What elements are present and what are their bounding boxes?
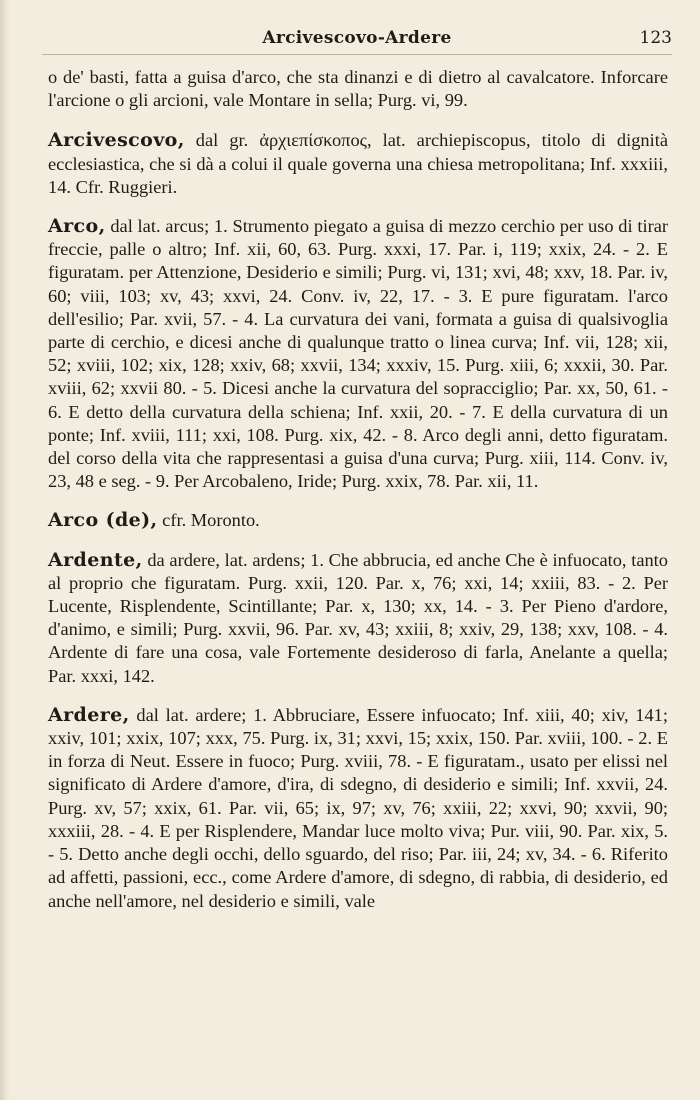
entry-continuation (48, 66, 668, 112)
headword: Arco (de), (48, 509, 158, 532)
entry-arco (48, 215, 668, 493)
headword: Ardente, (48, 548, 143, 571)
dictionary-column (48, 66, 668, 929)
headword: Arcivescovo, (48, 129, 185, 152)
entry-ardente (48, 549, 668, 688)
running-head (42, 22, 672, 52)
entry-ardere (48, 704, 668, 913)
page-binding-edge (0, 0, 10, 1100)
entry-text: o de' basti, fatta a guisa d'arco, che sta dinanzi e di dietro al cavalcatore. Inforcare l'arcione o gli arcioni, vale Montare in sella; Purg. vi, 99. (48, 67, 668, 111)
entry-text: dal gr. ἀρχιεπίσκοπος, lat. archiepiscopus, titolo di dignità ecclesiastica, che si dà a colui il quale governa una chiesa metropolitana; Inf. xxxiii, 14. Cfr. Ruggieri. (48, 130, 668, 197)
entry-arcivescovo (48, 129, 668, 199)
header-rule (42, 54, 672, 55)
entry-text: da ardere, lat. ardens; 1. Che abbrucia, ed anche Che è infuocato, tanto al proprio che figuratam. Purg. xxii, 120. Par. x, 76; xxi, 14; xxiii, 83. - 2. Per Lucente, Risplendente, Scintillante; Par. x, 130; xx, 14. - 3. Per Pieno d'ardore, d'animo, e simili; Purg. xxvii, 96. Par. xv, 43; xxiii, 8; xxiv, 29, 138; xxv, 108. - 4. Ardente di fare una cosa, vale Fortemente desideroso di farla, Anelante a quella; Par. xxxi, 142. (48, 549, 668, 686)
page-number: 123 (639, 28, 672, 48)
headword: Arco, (48, 215, 106, 238)
entry-text: dal lat. ardere; 1. Abbruciare, Essere infuocato; Inf. xiii, 40; xiv, 141; xxiv, 101; xxix, 107; xxx, 75. Purg. ix, 31; xxvi, 15; xxix, 150. Par. xviii, 100. - 2. E in forza di Neut. Essere in fuoco; Purg. xviii, 78. - E figuratam., usato per elissi nel significato di Ardere d'amore, d'ira, di sdegno, di desiderio e simili; Inf. xxvii, 24. Purg. xv, 57; xxix, 61. Par. vii, 65; ix, 97; xv, 76; xxiii, 22; xxvi, 90; xxvii, 90; xxxiii, 28. - 4. E per Risplendere, Mandar luce molto viva; Pur. viii, 90. Par. xix, 5. - 5. Detto anche degli occhi, dello sguardo, del riso; Par. iii, 24; xv, 34. - 6. Riferito ad affetti, passioni, ecc., come Ardere d'amore, di sdegno, di rabbia, di desiderio, ed anche nell'amore, nel desiderio e simili, vale (48, 704, 668, 911)
headword: Ardere, (48, 703, 130, 726)
entry-text: dal lat. arcus; 1. Strumento piegato a guisa di mezzo cerchio per uso di tirar freccie, palle o altro; Inf. xii, 60, 63. Purg. xxxi, 17. Par. i, 119; xxix, 24. - 2. E figuratam. per Attenzione, Desiderio e simili; Purg. vi, 131; xvi, 48; xxv, 18. Par. iv, 60; viii, 103; xv, 43; xxvi, 24. Conv. iv, 22, 17. - 3. E pure figuratam. l'arco dell'esilio; Par. xvii, 57. - 4. La curvatura dei vani, formata a guisa di qualsivoglia parte di cerchio, e dicesi anche di qualunque tratto o linea curva; Inf. vii, 128; xii, 52; xviii, 102; xix, 128; xxiv, 68; xxvii, 134; xxxiv, 15. Purg. xiii, 6; xxxii, 30. Par. xviii, 62; xxvii 80. - 5. Dicesi anche la curvatura del sopracciglio; Par. xx, 50, 61. - 6. E detto della curvatura della schiena; Inf. xxii, 20. - 7. E della curvatura di un ponte; Inf. xviii, 111; xxi, 108. Purg. xix, 42. - 8. Arco degli anni, detto figuratam. del corso della vita che rappresentasi a guisa d'una curva; Purg. xiii, 114. Conv. iv, 23, 48 e seg. - 9. Per Arcobaleno, Iride; Purg. xxix, 78. Par. xii, 11. (48, 216, 668, 492)
entry-text: cfr. Moronto. (157, 510, 260, 531)
entry-arco-de (48, 509, 668, 532)
running-title: Arcivescovo-Ardere (262, 28, 452, 48)
